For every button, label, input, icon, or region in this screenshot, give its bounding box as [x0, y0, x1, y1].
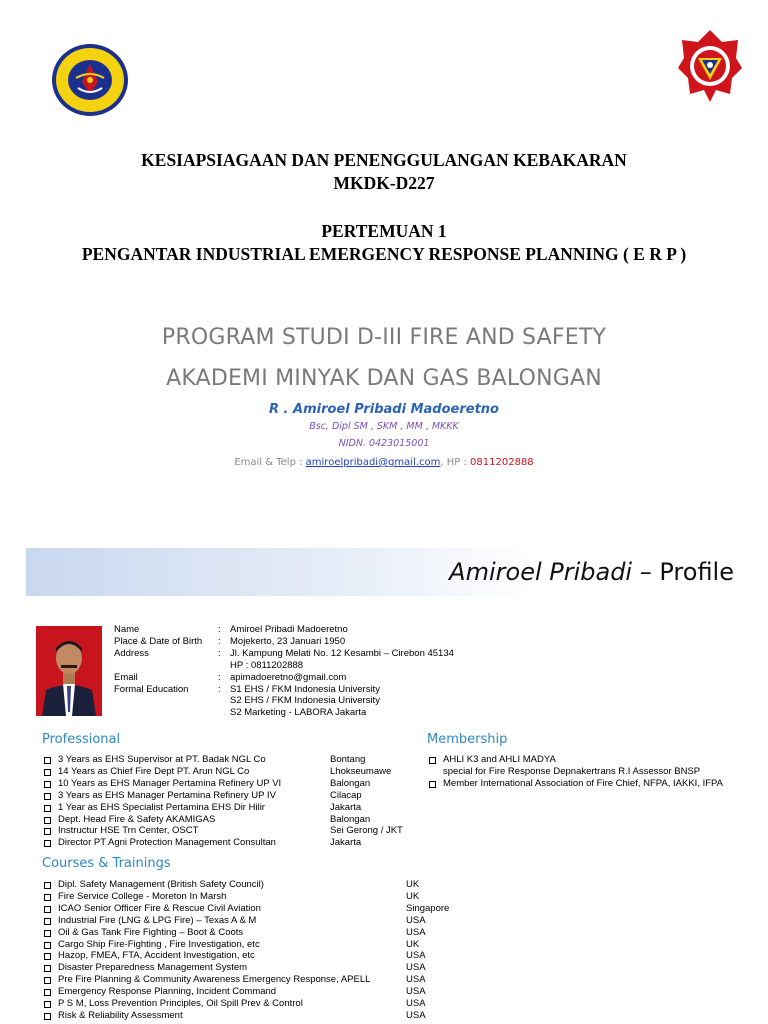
course-item — [42, 891, 449, 903]
professional-item-location: Jakarta — [330, 801, 362, 813]
professional-item-location: Cilacap — [330, 789, 362, 801]
profile-colon: : — [218, 624, 221, 635]
course-item-text: Oil & Gas Tank Fire Fighting – Boot & Coots — [58, 926, 244, 938]
professional-item — [42, 814, 403, 826]
course-item-text: Dipl. Safety Management (British Safety Council) — [58, 879, 264, 890]
course-item — [42, 879, 449, 891]
professional-item — [42, 778, 403, 790]
course-item-text: Industrial Fire (LNG & LPG Fire) – Texas A & M — [58, 914, 257, 926]
checkbox-bullet-icon — [429, 757, 436, 764]
professional-item-location: Bontang — [330, 754, 366, 765]
profile-label: Email — [114, 671, 138, 683]
profile-colon — [218, 695, 230, 707]
checkbox-bullet-icon — [44, 817, 51, 824]
course-item — [42, 974, 449, 986]
profile-row — [114, 707, 530, 719]
author-nidn: NIDN. 0423015001 — [338, 438, 430, 449]
checkbox-bullet-icon — [44, 977, 51, 984]
course-item-text: Emergency Response Planning, Incident Command — [58, 986, 277, 998]
professional-item-text: 14 Years as Chief Fire Dept PT. Arun NGL Co — [58, 765, 250, 777]
professional-item-location: Sei Gerong / JKT — [330, 825, 403, 837]
checkbox-bullet-icon — [44, 781, 51, 788]
course-item — [42, 903, 449, 915]
checkbox-bullet-icon — [44, 942, 51, 949]
membership-item-text: AHLI K3 and AHLI MADYA — [443, 754, 556, 765]
person-portrait-icon — [36, 626, 102, 716]
contact-separator: , HP : — [440, 457, 471, 468]
profile-details — [114, 624, 530, 719]
author-name: R . Amiroel Pribadi Madoeretno — [269, 402, 499, 417]
course-item — [42, 1010, 449, 1022]
profile-title-name: Amiroel Pribadi — [449, 558, 633, 586]
professional-item-location: Lhokseumawe — [330, 765, 392, 777]
checkbox-bullet-icon — [429, 781, 436, 788]
checkbox-bullet-icon — [44, 882, 51, 889]
course-item-text: Hazop, FMEA, FTA, Accident Investigation, etc — [58, 950, 255, 962]
professional-item-location: Jakarta — [330, 837, 362, 849]
profile-label — [114, 695, 218, 707]
profile-label: Name — [114, 624, 140, 635]
course-item-text: Cargo Ship Fire-Fighting , Fire Investigation, etc — [58, 938, 260, 950]
membership-item — [427, 766, 723, 778]
meeting-topic: PENGANTAR INDUSTRIAL EMERGENCY RESPONSE PLANNING ( E R P ) — [81, 244, 687, 264]
checkbox-bullet-icon — [44, 840, 51, 847]
profile-label — [114, 660, 218, 672]
course-item — [42, 927, 449, 939]
course-item — [42, 998, 449, 1010]
course-item-location: USA — [406, 974, 426, 986]
email-link[interactable]: amiroelpribadi@gmail.com — [305, 457, 441, 468]
course-item-location: USA — [406, 998, 426, 1010]
checkbox-bullet-icon — [44, 757, 51, 764]
checkbox-bullet-icon — [44, 1001, 51, 1008]
author-degrees: Bsc, Dipl SM , SKM , MM , MKKK — [309, 421, 459, 432]
course-item-location: USA — [406, 950, 426, 962]
profile-value: Mojekerto, 23 Januari 1950 — [230, 635, 346, 647]
fire-safety-logo — [676, 28, 744, 104]
membership-item-text: Member International Association of Fire Chief, NFPA, IAKKI, IFPA — [443, 777, 724, 789]
course-item-location: UK — [406, 879, 420, 890]
profile-colon — [218, 707, 230, 719]
course-item-location: USA — [406, 1009, 426, 1021]
courses-list — [42, 879, 449, 1022]
profile-photo — [36, 626, 102, 716]
checkbox-bullet-icon — [44, 989, 51, 996]
profile-row — [114, 672, 530, 684]
checkbox-bullet-icon — [44, 930, 51, 937]
course-item-text: Pre Fire Planning & Community Awareness Emergency Response, APELL — [58, 974, 371, 986]
profile-row — [114, 636, 530, 648]
courses-heading: Courses & Trainings — [42, 856, 171, 871]
contact-label: Email & Telp : — [234, 457, 306, 468]
profile-row — [114, 624, 530, 636]
course-item-location: UK — [406, 890, 420, 902]
profile-title — [449, 558, 734, 586]
profile-value: Amiroel Pribadi Madoeretno — [230, 624, 348, 635]
profile-row — [114, 684, 530, 696]
checkbox-bullet-icon — [44, 769, 51, 776]
akamigas-logo — [50, 42, 130, 118]
checkbox-bullet-icon — [44, 918, 51, 925]
course-item-location: Singapore — [406, 902, 450, 914]
professional-item — [42, 825, 403, 837]
academy-name: AKADEMI MINYAK DAN GAS BALONGAN — [166, 366, 602, 391]
profile-label — [114, 707, 218, 719]
membership-item — [427, 778, 723, 790]
course-item-text: Fire Service College - Moreton In Marsh — [58, 890, 227, 902]
course-item-text: Risk & Reliability Assessment — [58, 1009, 183, 1021]
course-title: KESIAPSIAGAAN DAN PENENGGULANGAN KEBAKARAN — [141, 150, 627, 170]
membership-item-text: special for Fire Response Depnakertrans R.I Assessor BNSP — [443, 765, 701, 777]
professional-item-text: 10 Years as EHS Manager Pertamina Refinery UP VI — [58, 777, 282, 789]
profile-value: S1 EHS / FKM Indonesia University — [230, 683, 380, 695]
course-item — [42, 915, 449, 927]
membership-list — [427, 754, 723, 790]
course-code: MKDK-D227 — [333, 173, 435, 193]
professional-item — [42, 837, 403, 849]
checkbox-bullet-icon — [44, 953, 51, 960]
profile-title-rest: – Profile — [632, 558, 734, 586]
course-item-location: USA — [406, 926, 426, 938]
profile-colon: : — [218, 671, 221, 683]
course-item — [42, 962, 449, 974]
profile-slide — [0, 548, 768, 1024]
professional-item — [42, 754, 403, 766]
profile-value: apimadoeretno@gmail.com — [230, 671, 347, 683]
professional-list — [42, 754, 403, 849]
membership-heading: Membership — [427, 732, 508, 747]
professional-item-text: Director PT Agni Protection Management Consultan — [58, 837, 276, 849]
course-item-location: USA — [406, 914, 426, 926]
course-item-location: USA — [406, 962, 426, 974]
checkbox-bullet-icon — [44, 906, 51, 913]
professional-item-location: Balongan — [330, 777, 371, 789]
checkbox-bullet-icon — [44, 965, 51, 972]
checkbox-bullet-icon — [44, 828, 51, 835]
contact-line — [0, 457, 768, 468]
course-item — [42, 986, 449, 998]
profile-value: Jl. Kampung Melati No. 12 Kesambi – Cirebon 45134 — [230, 647, 454, 659]
profile-label: Address — [114, 647, 149, 659]
professional-item-text: Dept. Head Fire & Safety AKAMIGAS — [58, 813, 216, 825]
program-name: PROGRAM STUDI D-III FIRE AND SAFETY — [161, 325, 607, 350]
course-item-text: ICAO Senior Officer Fire & Rescue Civil Aviation — [58, 902, 261, 914]
checkbox-bullet-icon — [44, 793, 51, 800]
professional-heading: Professional — [42, 732, 121, 747]
checkbox-bullet-icon — [44, 805, 51, 812]
professional-item — [42, 766, 403, 778]
profile-value: S2 Marketing - LABORA Jakarta — [230, 707, 367, 719]
course-item-text: Disaster Preparedness Management System — [58, 962, 248, 974]
course-item — [42, 950, 449, 962]
profile-row — [114, 648, 530, 660]
course-item-location: UK — [406, 938, 420, 950]
professional-item-text: 1 Year as EHS Specialist Pertamina EHS Dir Hilir — [58, 801, 265, 813]
professional-item-text: Instructur HSE Trn Center, OSCT — [58, 825, 199, 837]
professional-item-text: 3 Years as EHS Supervisor at PT. Badak NGL Co — [58, 754, 266, 765]
profile-label: Formal Education — [114, 683, 189, 695]
profile-value: HP : 0811202888 — [230, 659, 304, 671]
phone-number: 0811202888 — [470, 457, 534, 468]
course-item — [42, 939, 449, 951]
checkbox-bullet-icon — [44, 894, 51, 901]
course-item-text: P S M, Loss Prevention Principles, Oil Spill Prev & Control — [58, 998, 303, 1010]
profile-row — [114, 695, 530, 707]
profile-value: S2 EHS / FKM Indonesia University — [230, 695, 380, 707]
professional-item-text: 3 Years as EHS Manager Pertamina Refinery UP IV — [58, 789, 276, 801]
checkbox-bullet-icon — [44, 1013, 51, 1020]
profile-colon: : — [218, 635, 221, 647]
profile-banner — [26, 548, 754, 596]
professional-item — [42, 802, 403, 814]
professional-item-location: Balongan — [330, 813, 371, 825]
profile-colon: : — [218, 683, 221, 695]
course-item-location: USA — [406, 986, 426, 998]
membership-item — [427, 754, 723, 766]
meeting-number: PERTEMUAN 1 — [321, 221, 447, 241]
profile-row — [114, 660, 530, 672]
profile-label: Place & Date of Birth — [114, 635, 203, 647]
profile-colon — [218, 660, 230, 672]
professional-item — [42, 790, 403, 802]
profile-colon: : — [218, 647, 221, 659]
